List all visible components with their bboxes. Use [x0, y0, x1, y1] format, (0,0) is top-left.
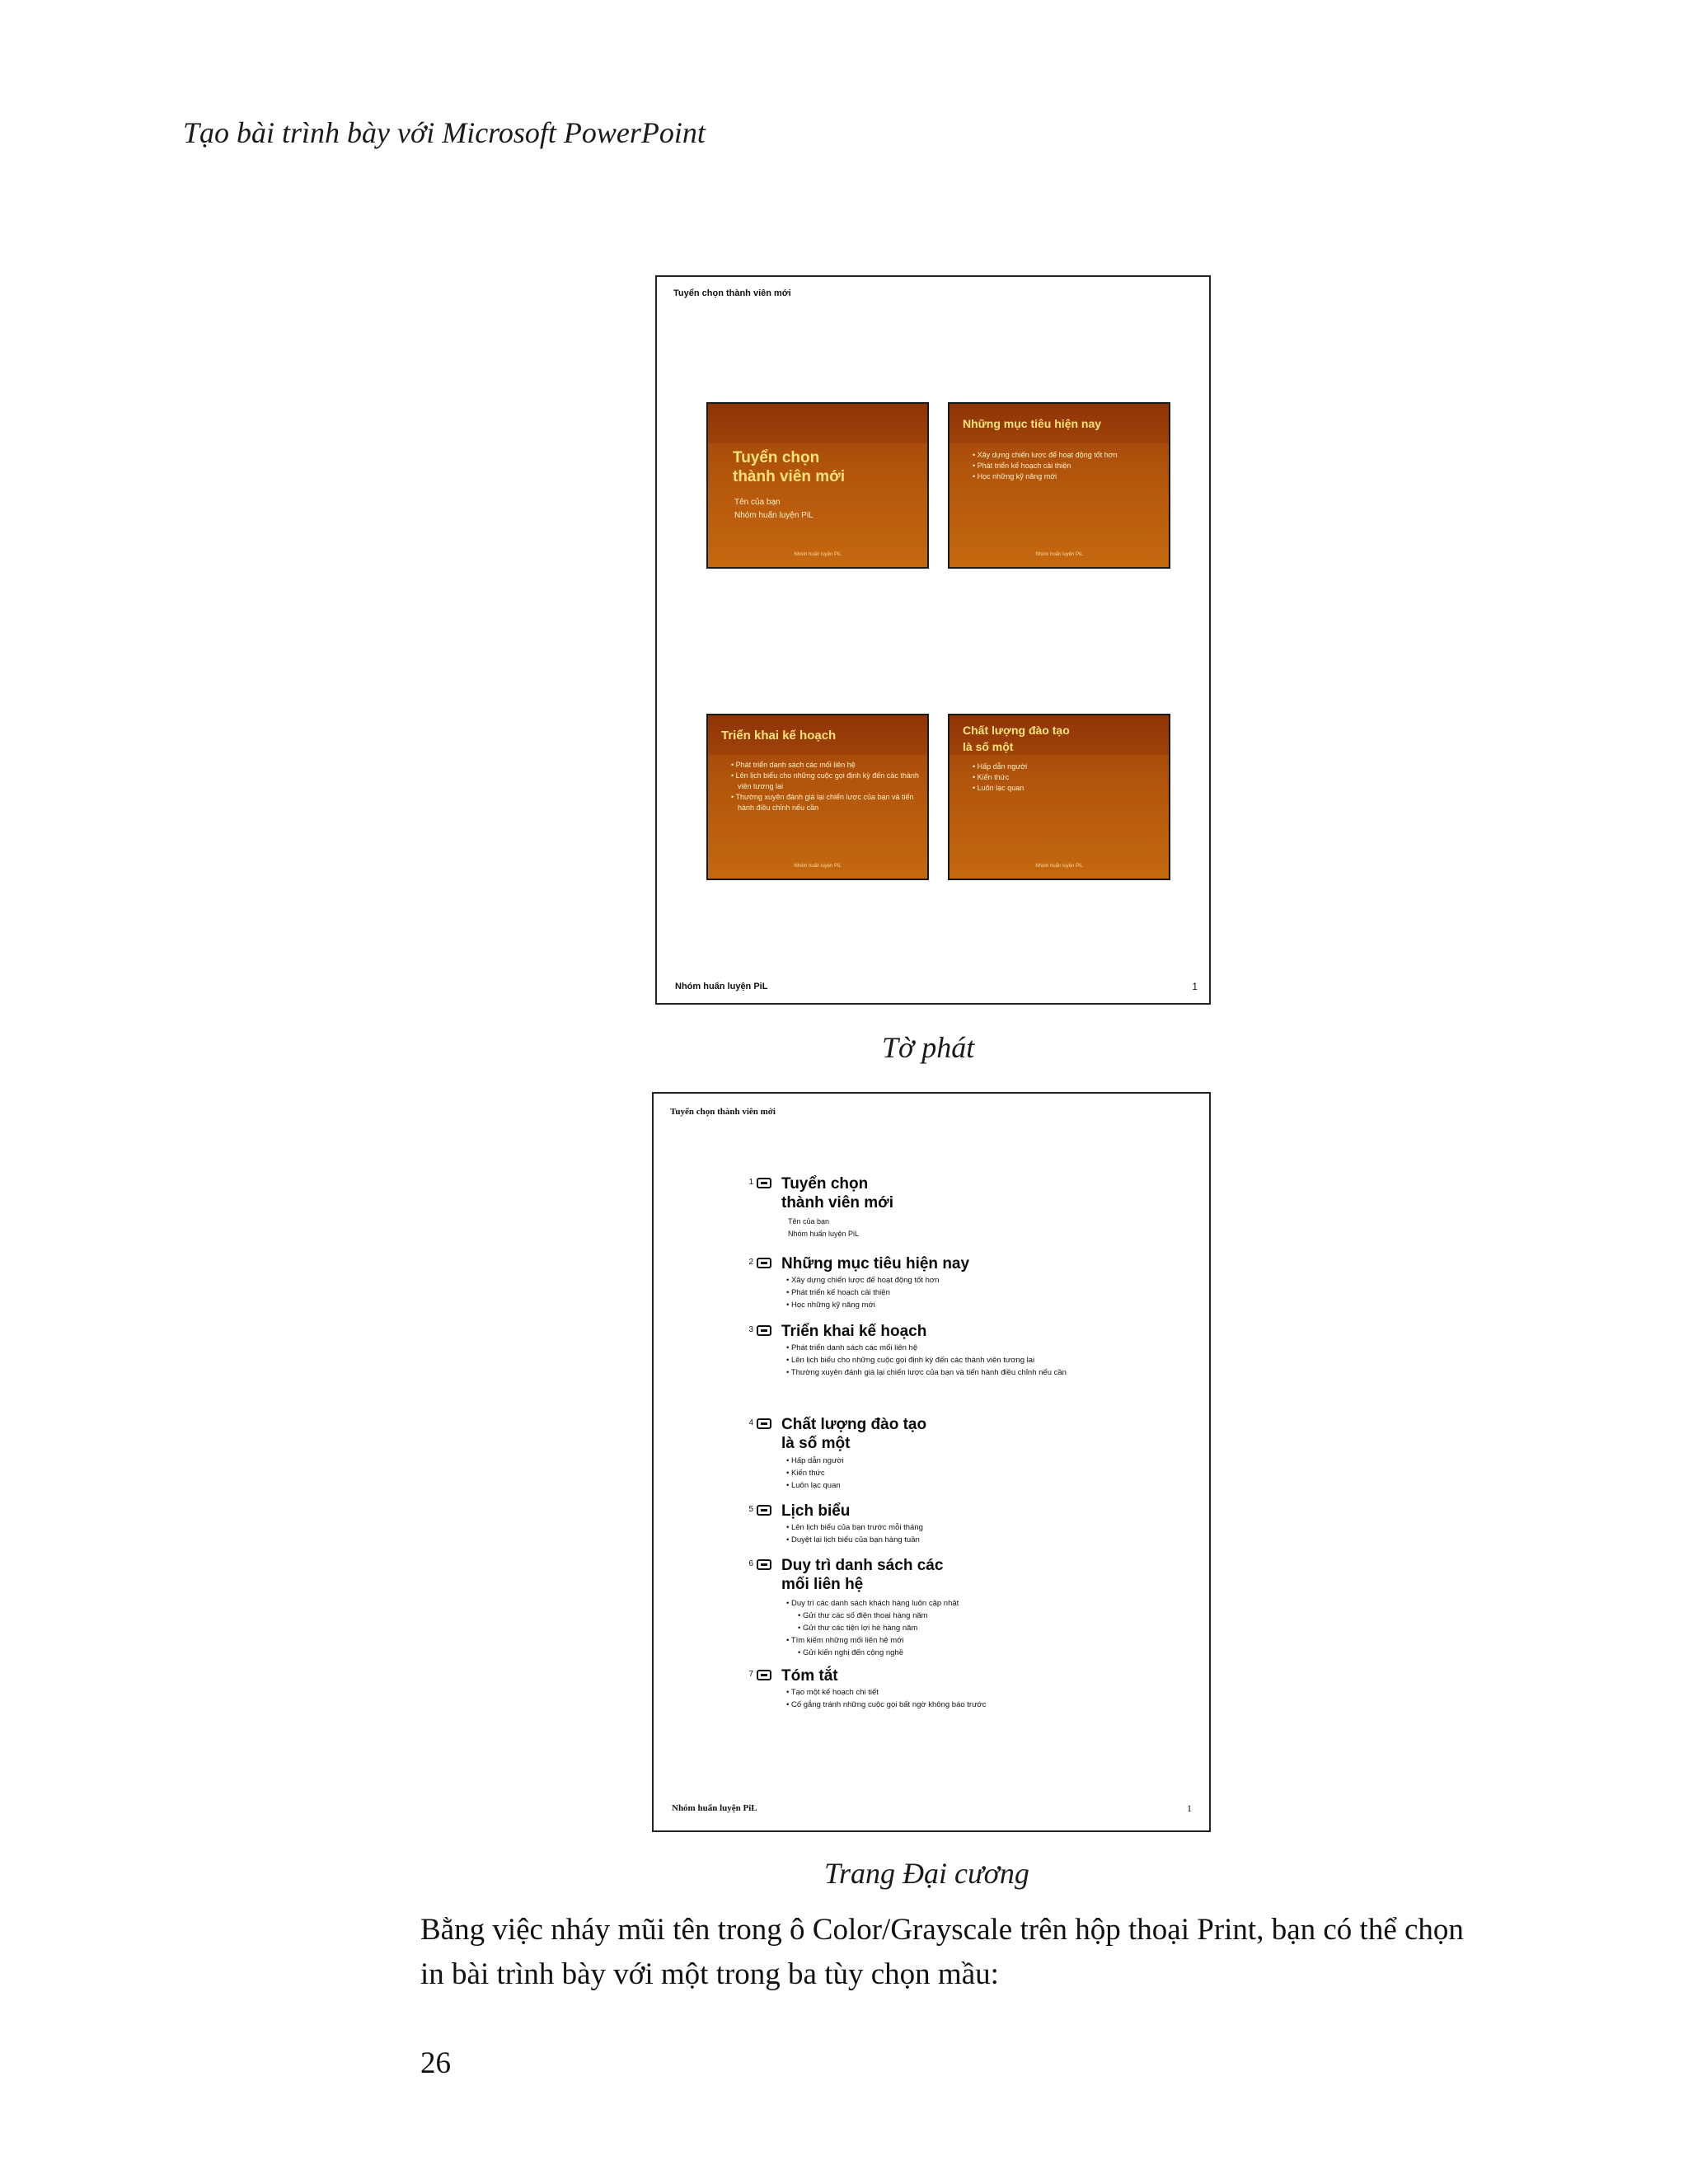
- slide-bullet: • Hấp dẫn người: [973, 762, 1158, 772]
- outline-item-subtitle: Tên của bạn Nhóm huấn luyện PiL: [788, 1217, 860, 1238]
- outline-bullet: • Cố gắng tránh những cuộc gọi bất ngờ không báo trước: [786, 1699, 1141, 1711]
- outline-bullet: • Duyệt lại lịch biểu của bạn hàng tuần: [786, 1534, 1141, 1546]
- outline-bullet: • Phát triển kế hoạch cải thiện: [786, 1286, 1141, 1299]
- outline-item-title: Triển khai kế hoạch: [781, 1323, 927, 1340]
- slide-icon: [757, 1670, 771, 1680]
- outline-bullet: • Gửi thư các số điện thoại hàng năm: [798, 1610, 1141, 1622]
- slide-footer: Nhóm huấn luyện PiL: [1035, 552, 1083, 557]
- running-header: Tạo bài trình bày với Microsoft PowerPoint: [183, 116, 706, 149]
- outline-bullet: • Phát triển danh sách các mối liên hệ: [786, 1342, 1141, 1354]
- slide-bullet: • Phát triển danh sách các mối liên hệ: [731, 760, 921, 771]
- slide-title: Những mục tiêu hiện nay: [963, 417, 1102, 430]
- outline-item-number: 7: [748, 1670, 753, 1679]
- slide-bullet: • Học những kỹ năng mới: [973, 471, 1158, 482]
- outline-item-number: 3: [748, 1325, 753, 1334]
- body-paragraph: Bằng việc nháy mũi tên trong ô Color/Grayscale trên hộp thoại Print, bạn có thể chọn in bài trình bày với một trong ba tùy chọn mầu:: [420, 1913, 1464, 1991]
- outline-item-number: 6: [748, 1559, 753, 1568]
- slide-icon: [757, 1505, 771, 1516]
- slide-subtitle: Tên của bạn Nhóm huấn luyện PiL: [734, 498, 814, 520]
- slide-bullet: • Luôn lạc quan: [973, 783, 1158, 794]
- outline-item-bullets: [786, 1342, 1141, 1379]
- slide-title: Chất lượng đào tạo là số một: [963, 724, 1070, 753]
- outline-item-bullets: [786, 1597, 1141, 1659]
- outline-item-title: Chất lượng đào tạo là số một: [781, 1416, 927, 1452]
- outline-bullet: • Gửi thư các tiện lợi hè hàng năm: [798, 1622, 1141, 1634]
- caption-outline: Trang Đại cương: [824, 1857, 1029, 1890]
- slide-bullet: • Lên lịch biểu cho những cuộc gọi định kỳ đến các thành viên tương lai: [731, 771, 921, 792]
- slide-title: Tuyển chọn thành viên mới: [733, 449, 845, 485]
- slide-footer: Nhóm huấn luyện PiL: [794, 552, 842, 557]
- slide-title: Triển khai kế hoạch: [721, 729, 837, 743]
- outline-bullet: • Tìm kiếm những mối liên hệ mới: [786, 1634, 1141, 1647]
- outline-item-title: Tuyển chọn thành viên mới: [781, 1175, 893, 1212]
- slide-icon: [757, 1325, 771, 1336]
- outline-item-bullets: [786, 1455, 1141, 1492]
- handout-slide-1: [706, 402, 929, 569]
- outline-bullet: • Gửi kiến nghị đến cộng nghề: [798, 1647, 1141, 1659]
- outline-item-title: Lịch biểu: [781, 1502, 851, 1520]
- outline-item-bullets: [786, 1274, 1141, 1311]
- outline-bullet: • Duy trì các danh sách khách hàng luôn cập nhật: [786, 1597, 1141, 1610]
- outline-item-title: Tóm tắt: [781, 1667, 838, 1685]
- outline-bullet: • Thường xuyên đánh giá lại chiến lược của bạn và tiến hành điều chỉnh nếu cần: [786, 1366, 1141, 1379]
- slide-bullet: • Xây dựng chiến lược để hoạt động tốt hơn: [973, 450, 1158, 461]
- handout-slide-4: [948, 714, 1170, 880]
- outline-page-number: 1: [1187, 1802, 1192, 1814]
- outline-header-text: Tuyển chọn thành viên mới: [670, 1107, 776, 1117]
- outline-footer-text: Nhóm huấn luyện PiL: [672, 1803, 757, 1813]
- handout-slide-3: [706, 714, 929, 880]
- slide-bullets: [731, 760, 921, 813]
- outline-bullet: • Lên lịch biểu cho những cuộc gọi định kỳ đến các thành viên tương lai: [786, 1354, 1141, 1366]
- slide-bullets: [973, 450, 1158, 482]
- outline-item-bullets: [786, 1686, 1141, 1711]
- slide-footer: Nhóm huấn luyện PiL: [794, 864, 842, 869]
- outline-item-number: 1: [748, 1178, 753, 1187]
- outline-bullet: • Hấp dẫn người: [786, 1455, 1141, 1467]
- outline-item-title: Duy trì danh sách các mối liên hệ: [781, 1557, 944, 1593]
- handout-slide-2: [948, 402, 1170, 569]
- slide-icon: [757, 1418, 771, 1429]
- outline-item-title: Những mục tiêu hiện nay: [781, 1255, 970, 1272]
- handout-footer-text: Nhóm huấn luyện PiL: [675, 982, 768, 991]
- outline-bullet: • Xây dựng chiến lược để hoạt động tốt hơn: [786, 1274, 1141, 1286]
- outline-bullet: • Lên lịch biểu của bạn trước mỗi tháng: [786, 1521, 1141, 1534]
- handout-page-preview: [655, 275, 1211, 1005]
- page-number: 26: [420, 2046, 451, 2080]
- outline-bullet: • Tạo một kế hoạch chi tiết: [786, 1686, 1141, 1699]
- caption-handout: Tờ phát: [882, 1031, 975, 1064]
- slide-bullet: • Thường xuyên đánh giá lại chiến lược của bạn và tiến hành điều chỉnh nếu cần: [731, 792, 921, 813]
- outline-item-number: 2: [748, 1258, 753, 1267]
- slide-footer: Nhóm huấn luyện PiL: [1035, 864, 1083, 869]
- outline-bullet: • Kiến thức: [786, 1467, 1141, 1479]
- outline-item-number: 5: [748, 1505, 753, 1514]
- slide-icon: [757, 1258, 771, 1268]
- outline-bullet: • Học những kỹ năng mới: [786, 1299, 1141, 1311]
- outline-bullet: • Luôn lạc quan: [786, 1479, 1141, 1492]
- handout-page-number: 1: [1192, 981, 1198, 992]
- slide-bullet: • Kiến thức: [973, 772, 1158, 783]
- slide-icon: [757, 1178, 771, 1188]
- slide-bullet: • Phát triển kế hoạch cải thiện: [973, 461, 1158, 471]
- slide-icon: [757, 1559, 771, 1570]
- outline-item-number: 4: [748, 1418, 753, 1427]
- slide-bullets: [973, 762, 1158, 794]
- handout-header-text: Tuyển chọn thành viên mới: [673, 288, 791, 298]
- outline-item-bullets: [786, 1521, 1141, 1546]
